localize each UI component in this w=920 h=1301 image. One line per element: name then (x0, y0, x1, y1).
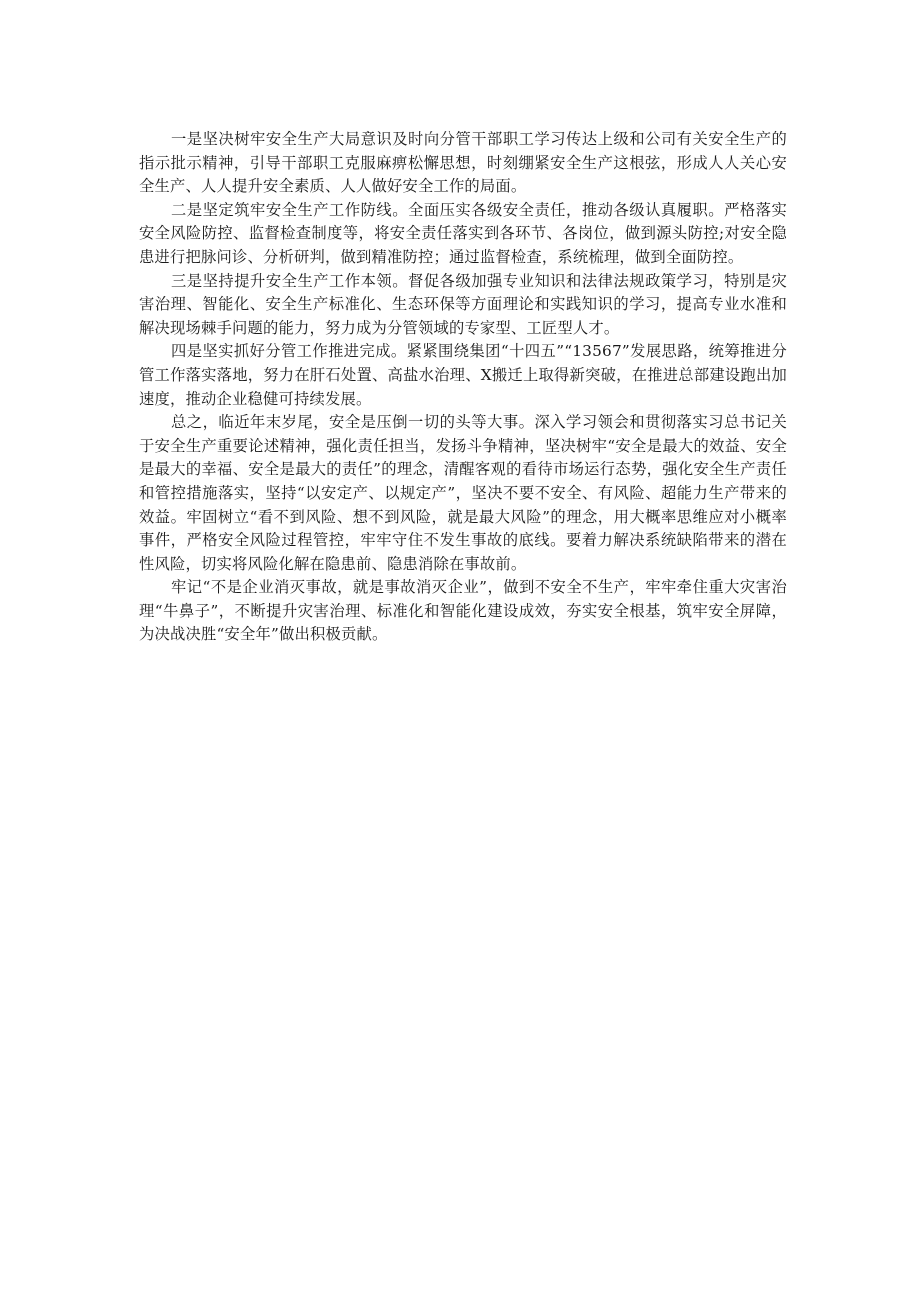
paragraph-6: 牢记“不是企业消灭事故，就是事故消灭企业”，做到不安全不生产，牢牢牵住重大灾害治理“牛鼻子”，不断提升灾害治理、标准化和智能化建设成效，夯实安全根基，筑牢安全屏障，为决战决胜“安全年”做出积极贡献。 (139, 578, 787, 644)
paragraph-1: 一是坚决树牢安全生产大局意识及时向分管干部职工学习传达上级和公司有关安全生产的指示批示精神，引导干部职工克服麻痹松懈思想，时刻绷紧安全生产这根弦，形成人人关心安全生产、人人提升安全素质、人人做好安全工作的局面。 (139, 130, 787, 196)
paragraph-4: 四是坚实抓好分管工作推进完成。紧紧围绕集团“十四五”“13567”发展思路，统筹推进分管工作落实落地，努力在肝石处置、高盐水治理、X搬迁上取得新突破，在推进总部建设跑出加速度，推动企业稳健可持续发展。 (139, 342, 787, 408)
paragraph-2: 二是坚定筑牢安全生产工作防线。全面压实各级安全责任，推动各级认真履职。严格落实安全风险防控、监督检查制度等，将安全责任落实到各环节、各岗位，做到源头防控;对安全隐患进行把脉问诊、分析研判，做到精准防控；通过监督检查，系统梳理，做到全面防控。 (139, 200, 787, 266)
document-body (139, 128, 787, 647)
paragraph-5: 总之，临近年末岁尾，安全是压倒一切的头等大事。深入学习领会和贯彻落实习总书记关于安全生产重要论述精神，强化责任担当，发扬斗争精神，坚决树牢“安全是最大的效益、安全是最大的幸福、安全是最大的责任”的理念，清醒客观的看待市场运行态势，强化安全生产责任和管控措施落实，坚持“以安定产、以规定产”，坚决不要不安全、有风险、超能力生产带来的效益。牢固树立“看不到风险、想不到风险，就是最大风险”的理念，用大概率思维应对小概率事件，严格安全风险过程管控，牢牢守住不发生事故的底线。要着力解决系统缺陷带来的潜在性风险，切实将风险化解在隐患前、隐患消除在事故前。 (139, 413, 787, 573)
paragraph-3: 三是坚持提升安全生产工作本领。督促各级加强专业知识和法律法规政策学习，特别是灾害治理、智能化、安全生产标准化、生态环保等方面理论和实践知识的学习，提高专业水准和解决现场棘手问题的能力，努力成为分管领域的专家型、工匠型人才。 (139, 271, 787, 337)
